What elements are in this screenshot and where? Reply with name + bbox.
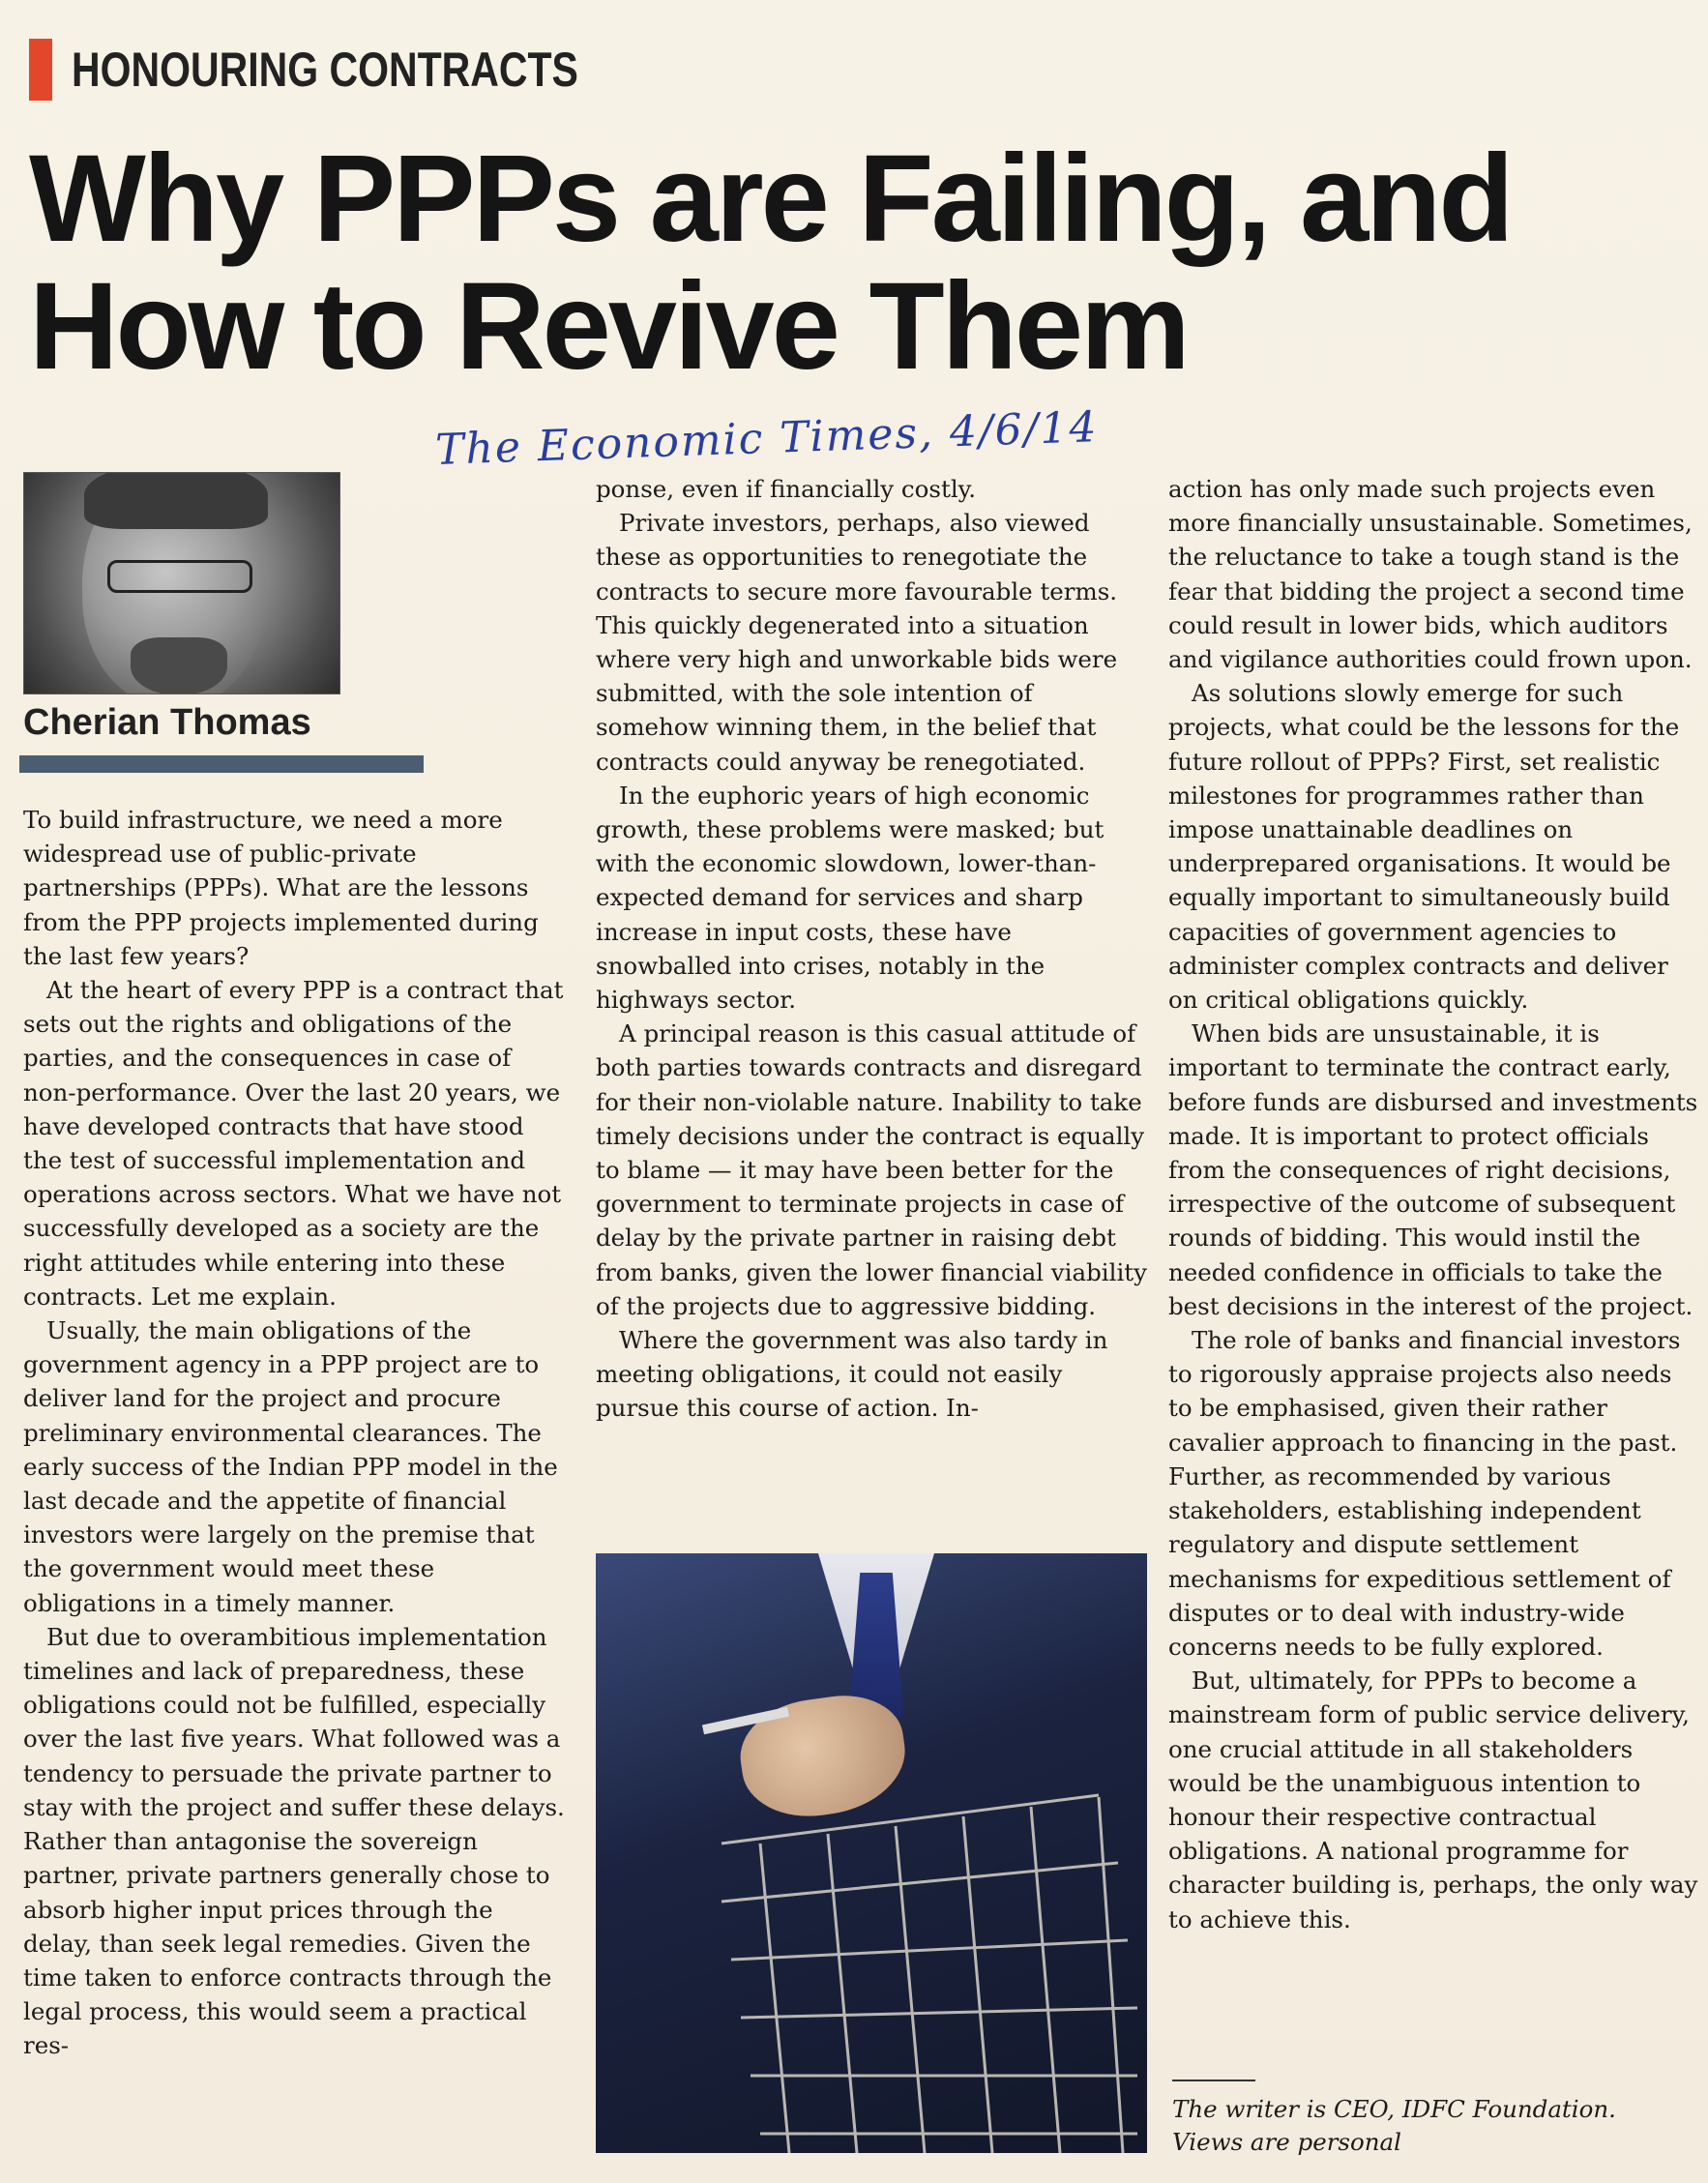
article-column-3 [1168, 472, 1698, 1936]
paragraph: But due to overambitious implementation timelines and lack of preparedness, these obligations could not be fulfilled, especially over the last five years. What followed was a tendency to persuade the private partner to stay with the project and suffer these delays. Rather than antagonise the sovereign partner, private partners generally chose to absorb higher input prices through the delay, than seek legal remedies. Given the time taken to enforce contracts through the legal process, this would seem a practical res- [23, 1622, 565, 2060]
author-note [1172, 2093, 1694, 2159]
paragraph: A principal reason is this casual attitude of both parties towards contracts and disregard for their non-violable nature. Inability to take timely decisions under the contract is equally to blame — it may have been better for the government to terminate projects in case of delay by the private partner in raising debt from banks, given the lower financial viability of the projects due to aggressive bidding. [596, 1019, 1147, 1320]
headline-line-2: How to Revive Them [29, 257, 1188, 396]
article-headline [29, 130, 1693, 396]
author-byline: Cherian Thomas [23, 702, 311, 743]
section-kicker [29, 37, 690, 103]
paragraph: Private investors, perhaps, also viewed these as opportunities to renegotiate the contracts to secure more favourable terms. This quickly degenerated into a situation where very high and unworkable bids were submitted, with the sole intention of somehow winning them, in the belief that contracts could anyway be renegotiated. [596, 509, 1118, 776]
paragraph: When bids are unsustainable, it is important to terminate the contract early, before funds are disbursed and investments made. It is important to protect officials from the consequences of right decisions, irrespective of the outcome of subsequent rounds of bidding. This would instil the needed confidence in officials to take the best decisions in the interest of the project. [1168, 1019, 1698, 1320]
paragraph: In the euphoric years of high economic growth, these problems were masked; but with the economic slowdown, lower-than-expected demand for services and sharp increase in input costs, these have snowballed into crises, notably in the highways sector. [596, 781, 1104, 1015]
kicker-accent-bar [29, 39, 52, 101]
paragraph: The role of banks and financial investors to rigorously appraise projects also needs to be emphasised, given their rather cavalier approach to financing in the past. Further, as recommended by various stakeholders, establishing independent regulatory and dispute settlement mechanisms for expeditious settlement of disputes or to deal with industry-wide concerns needs to be fully explored. [1168, 1326, 1681, 1661]
paragraph: Where the government was also tardy in meeting obligations, it could not easily pursue this course of action. In- [596, 1326, 1108, 1423]
photo-beard-shape [131, 637, 227, 694]
photo-hair-shape [84, 472, 268, 529]
illustration-grid-chart [596, 1553, 1147, 2153]
handwritten-source-note: The Economic Times, 4/6/14 [434, 402, 1100, 475]
byline-rule [19, 755, 424, 773]
paragraph: Usually, the main obligations of the government agency in a PPP project are to deliver land for the project and procure preliminary environmental clearances. The early success of the Indian PPP model in the last decade and the appetite of financial investors were largely on the premise that the government would meet these obligations in a timely manner. [23, 1316, 558, 1617]
article-illustration [596, 1553, 1147, 2153]
paragraph: ponse, even if financially costly. [596, 475, 977, 503]
kicker-text: HONOURING CONTRACTS [72, 43, 578, 97]
article-column-2 [596, 472, 1147, 1426]
photo-glasses-shape [107, 560, 252, 593]
author-note-line-1: The writer is CEO, IDFC Foundation. [1172, 2095, 1616, 2123]
paragraph: But, ultimately, for PPPs to become a mainstream form of public service delivery, one crucial attitude in all stakeholders would be the unambiguous intention to honour their respective contractual obligations. A national programme for character building is, perhaps, the only way to achieve this. [1168, 1667, 1698, 1933]
paragraph: As solutions slowly emerge for such projects, what could be the lessons for the future rollout of PPPs? First, set realistic milestones for programmes rather than impose unattainable deadlines on underprepared organisations. It would be equally important to simultaneously build capacities of government agencies to administer complex contracts and deliver on critical obligations quickly. [1168, 679, 1680, 1015]
author-photo [23, 472, 340, 694]
paragraph: At the heart of every PPP is a contract that sets out the rights and obligations of the parties, and the consequences in case of non-performance. Over the last 20 years, we have developed contracts that have stood the test of successful implementation and operations across sectors. What we have not successfully developed as a society are the right attitudes while entering into these contracts. Let me explain. [23, 976, 564, 1311]
author-note-line-2: Views are personal [1172, 2128, 1401, 2156]
article-column-1 [23, 803, 565, 2063]
headline-line-1: Why PPPs are Failing, and [29, 130, 1512, 268]
footer-rule [1172, 2080, 1255, 2081]
paragraph: action has only made such projects even more financially unsustainable. Sometimes, the reluctance to take a tough stand is the fear that bidding the project a second time could result in lower bids, which auditors and vigilance authorities could frown upon. [1168, 475, 1693, 674]
paragraph: To build infrastructure, we need a more widespread use of public-private partnerships (PPPs). What are the lessons from the PPP projects implemented during the last few years? [23, 806, 539, 970]
